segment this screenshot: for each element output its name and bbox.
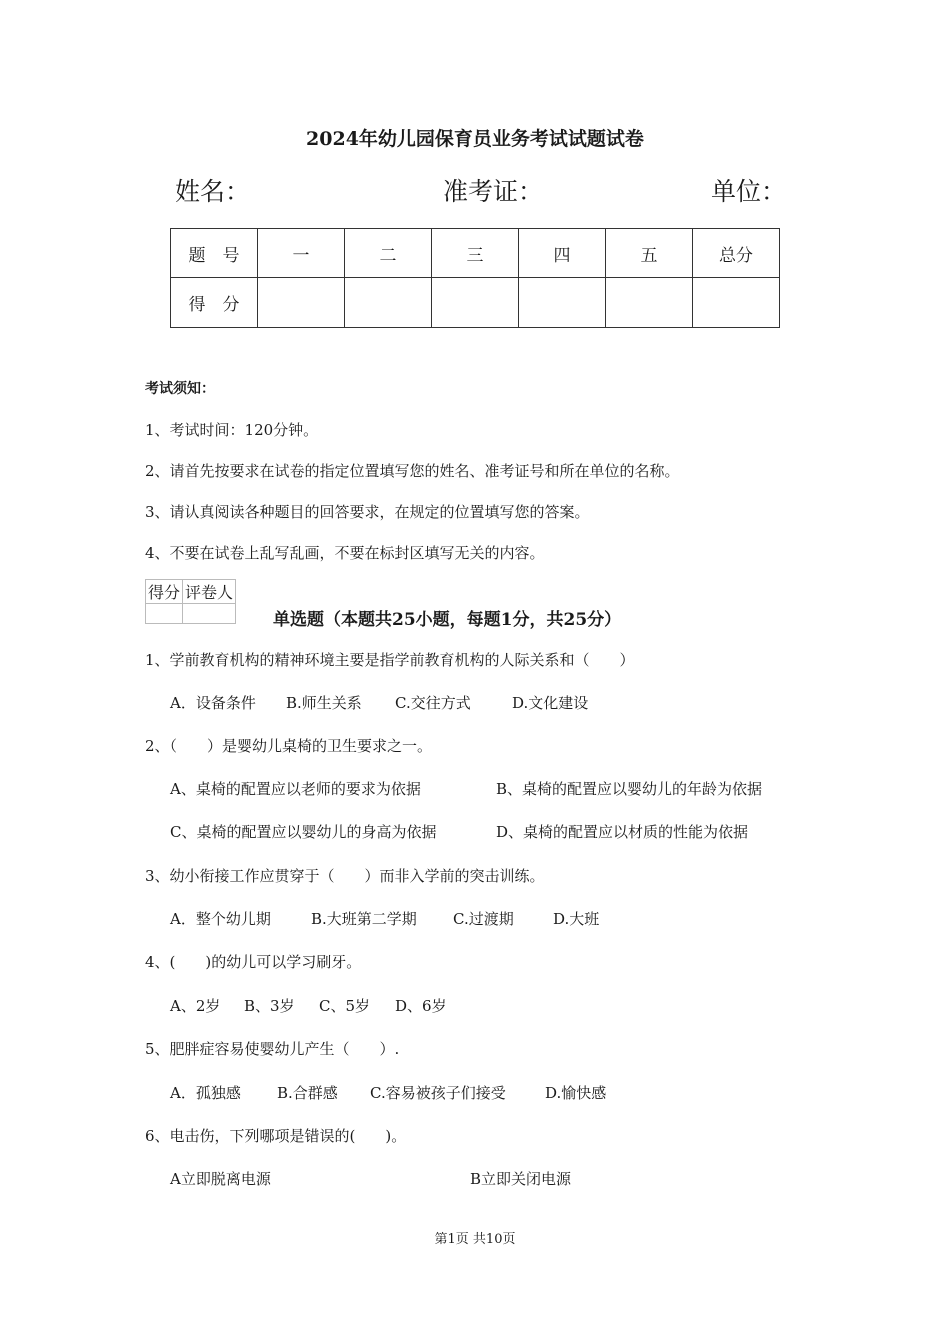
question-option[interactable]: B.合群感	[277, 1084, 338, 1102]
name-label: 姓名：	[175, 177, 251, 206]
section-title: 单选题（本题共25小题，每题1分，共25分）	[273, 610, 622, 630]
question-option[interactable]: B.大班第二学期	[311, 910, 417, 928]
question-option[interactable]: C.容易被孩子们接受	[370, 1084, 506, 1102]
score-table-cell: 三	[432, 229, 519, 278]
score-table-cell: 题 号	[171, 229, 258, 278]
score-table-cell: 四	[519, 229, 606, 278]
score-input-cell[interactable]	[693, 278, 780, 328]
unit-label: 单位：	[711, 177, 787, 206]
score-input-cell[interactable]	[345, 278, 432, 328]
question-option[interactable]: D.大班	[553, 910, 600, 928]
score-input-cell[interactable]	[258, 278, 345, 328]
question-option[interactable]: B、桌椅的配置应以婴幼儿的年龄为依据	[496, 780, 763, 798]
question-stem: 1、学前教育机构的精神环境主要是指学前教育机构的人际关系和（ ）	[145, 651, 635, 669]
question-option[interactable]: A．整个幼儿期	[170, 910, 271, 928]
page-title: 2024年幼儿园保育员业务考试试题试卷	[306, 128, 644, 150]
score-table-cell: 五	[606, 229, 693, 278]
question-option[interactable]: B.师生关系	[286, 694, 362, 712]
grader-name-label: 评卷人	[183, 580, 236, 604]
question-option[interactable]: A立即脱离电源	[170, 1170, 271, 1188]
question-stem: 2、（ ）是婴幼儿桌椅的卫生要求之一。	[145, 737, 433, 755]
note-item: 3、请认真阅读各种题目的回答要求，在规定的位置填写您的答案。	[145, 503, 590, 521]
score-table	[170, 228, 780, 328]
question-option[interactable]: C.交往方式	[395, 694, 471, 712]
question-stem: 4、( )的幼儿可以学习刷牙。	[145, 953, 362, 971]
score-table-header-row	[171, 229, 780, 278]
question-option[interactable]: A．设备条件	[170, 694, 256, 712]
question-stem: 6、电击伤，下列哪项是错误的( )。	[145, 1127, 407, 1145]
score-input-cell[interactable]	[606, 278, 693, 328]
question-option[interactable]: C、5岁	[319, 997, 371, 1015]
grader-score-cell[interactable]	[146, 604, 183, 624]
grader-box	[145, 579, 236, 624]
question-stem: 3、幼小衔接工作应贯穿于（ ）而非入学前的突击训练。	[145, 867, 545, 885]
question-option[interactable]: C、桌椅的配置应以婴幼儿的身高为依据	[170, 823, 437, 841]
note-item: 1、考试时间：120分钟。	[145, 421, 319, 439]
question-option[interactable]: D.愉快感	[545, 1084, 607, 1102]
exam-number-label: 准考证：	[443, 177, 544, 206]
score-table-score-row	[171, 278, 780, 328]
question-option[interactable]: B立即关闭电源	[470, 1170, 572, 1188]
score-input-cell[interactable]	[432, 278, 519, 328]
question-option[interactable]: D、桌椅的配置应以材质的性能为依据	[496, 823, 749, 841]
note-item: 4、不要在试卷上乱写乱画，不要在标封区填写无关的内容。	[145, 544, 545, 562]
score-table-cell: 得 分	[171, 278, 258, 328]
question-option[interactable]: A、2岁	[170, 997, 221, 1015]
question-stem: 5、肥胖症容易使婴幼儿产生（ ）.	[145, 1040, 400, 1058]
note-item: 2、请首先按要求在试卷的指定位置填写您的姓名、准考证号和所在单位的名称。	[145, 462, 680, 480]
question-option[interactable]: A、桌椅的配置应以老师的要求为依据	[170, 780, 421, 798]
question-option[interactable]: D、6岁	[395, 997, 447, 1015]
score-table-cell: 总分	[693, 229, 780, 278]
question-option[interactable]: A．孤独感	[170, 1084, 241, 1102]
question-option[interactable]: B、3岁	[244, 997, 295, 1015]
score-input-cell[interactable]	[519, 278, 606, 328]
question-option[interactable]: D.文化建设	[512, 694, 589, 712]
grader-name-cell[interactable]	[183, 604, 236, 624]
score-table-cell: 二	[345, 229, 432, 278]
page-footer: 第1页 共10页	[434, 1232, 516, 1247]
grader-score-label: 得分	[146, 580, 183, 604]
notes-heading: 考试须知：	[145, 381, 215, 397]
score-table-cell: 一	[258, 229, 345, 278]
question-option[interactable]: C.过渡期	[453, 910, 514, 928]
